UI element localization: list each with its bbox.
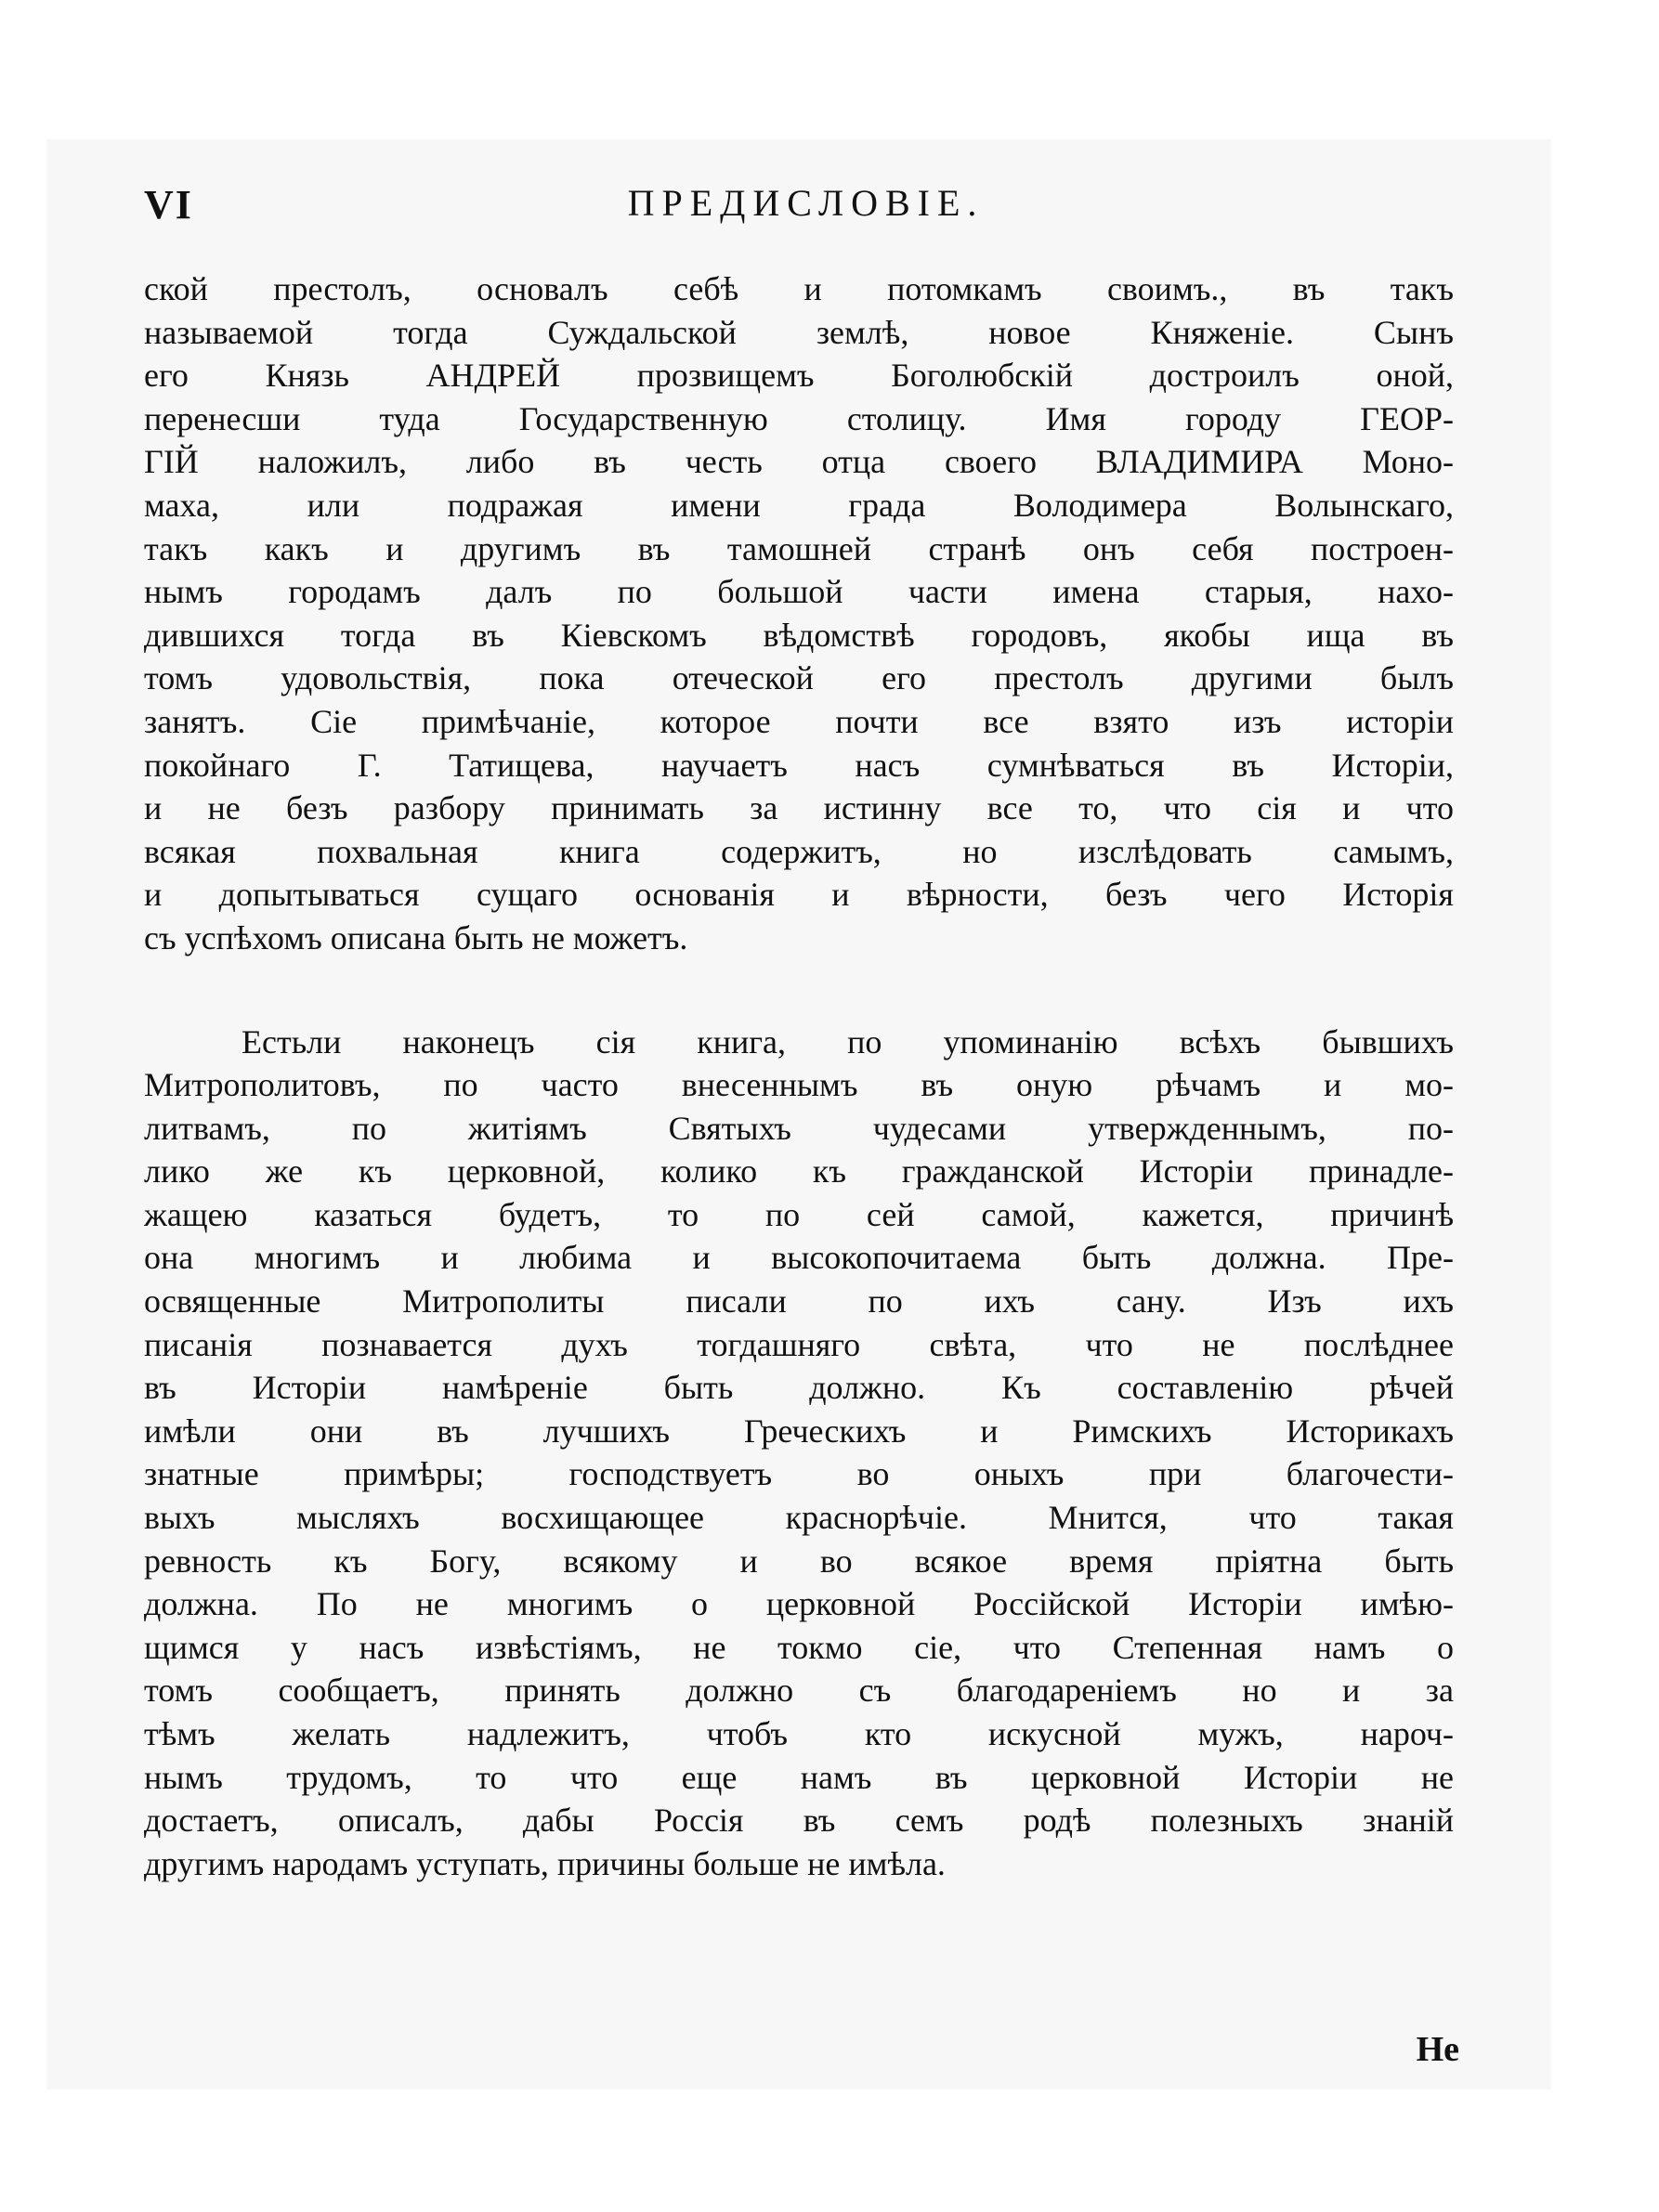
running-title: ПРЕДИСЛОВІЕ. xyxy=(627,182,985,224)
page-number: VI xyxy=(144,182,193,228)
text-line: покойнаго Г. Татищева, научаетъ насъ сумнѣваться въ Исторіи, xyxy=(144,746,1454,784)
text-line: щимся у насъ извѣстіямъ, не токмо сіе, что Степенная намъ о xyxy=(144,1628,1454,1666)
text-line: выхъ мысляхъ восхищающее краснорѣчіе. Мнится, что такая xyxy=(144,1499,1454,1537)
text-line: ской престолъ, основалъ себѣ и потомкамъ своимъ., въ такъ xyxy=(144,270,1454,307)
paragraph xyxy=(144,267,1454,960)
text-line: освященные Митрополиты писали по ихъ сану. Изъ ихъ xyxy=(144,1282,1454,1321)
text-line: перенесши туда Государственную столицу. Имя городу ГЕОР- xyxy=(144,399,1454,437)
text-line: нымъ городамъ далъ по большой части имена старыя, нахо- xyxy=(144,573,1454,611)
text-line: въ Исторіи намѣреніе быть должно. Къ составленію рѣчей xyxy=(144,1369,1454,1407)
text-line: маха, или подражая имени града Володимера Волынскаго, xyxy=(144,486,1454,524)
text-line: Митрополитовъ, по часто внесеннымъ въ оную рѣчамъ и мо- xyxy=(144,1066,1454,1104)
text-line: литвамъ, по житіямъ Святыхъ чудесами утвержденнымъ, по- xyxy=(144,1109,1454,1147)
text-line: нымъ трудомъ, то что еще намъ въ церковной Исторіи не xyxy=(144,1758,1454,1796)
text-line: тѣмъ желать надлежитъ, чтобъ кто искусной мужъ, нароч- xyxy=(144,1715,1454,1752)
text-line: она многимъ и любима и высокопочитаема быть должна. Пре- xyxy=(144,1239,1454,1277)
text-line: дившихся тогда въ Кіевскомъ вѣдомствѣ городовъ, якобы ища въ xyxy=(144,616,1454,654)
text-line: ГІЙ наложилъ, либо въ честь отца своего ВЛАДИМИРА Моно- xyxy=(144,443,1454,481)
body-text xyxy=(144,267,1454,1885)
paragraph xyxy=(144,1021,1454,1886)
text-line: называемой тогда Суждальской землѣ, новое Княженіе. Сынъ xyxy=(144,313,1454,351)
paragraph-gap xyxy=(144,960,1454,1021)
text-line: и допытываться сущаго основанія и вѣрности, безъ чего Исторія xyxy=(144,876,1454,914)
text-line: знатные примѣры; господствуетъ во оныхъ при благочести- xyxy=(144,1455,1454,1493)
catchword: Не xyxy=(1416,2030,1459,2069)
text-line: томъ удовольствія, пока отеческой его престолъ другими былъ xyxy=(144,659,1454,697)
text-line: его Князь АНДРЕЙ прозвищемъ Боголюбскій достроилъ оной, xyxy=(144,357,1454,395)
text-line: томъ сообщаетъ, принять должно съ благодареніемъ но и за xyxy=(144,1672,1454,1710)
text-line: занятъ. Сіе примѣчаніе, которое почти все взято изъ исторіи xyxy=(144,702,1454,740)
text-line: должна. По не многимъ о церковной Россійской Исторіи имѣю- xyxy=(144,1585,1454,1623)
text-line: другимъ народамъ уступать, причины больше не имѣла. xyxy=(144,1844,946,1882)
text-line: достаетъ, описалъ, дабы Россія въ семъ родѣ полезныхъ знаній xyxy=(144,1802,1454,1840)
text-line: Естьли наконецъ сія книга, по упоминанію всѣхъ бывшихъ xyxy=(242,1022,1454,1060)
text-line: лико же къ церковной, колико къ гражданской Исторіи принадле- xyxy=(144,1152,1454,1191)
text-line: и не безъ разбору принимать за истинну все то, что сія и что xyxy=(144,789,1454,827)
text-line: жащею казаться будетъ, то по сей самой, кажется, причинѣ xyxy=(144,1195,1454,1233)
page-header xyxy=(144,181,1468,237)
text-line: такъ какъ и другимъ въ тамошней странѣ онъ себя построен- xyxy=(144,529,1454,567)
text-line: съ успѣхомъ описана быть не можетъ. xyxy=(144,918,688,956)
text-line: всякая похвальная книга содержитъ, но изслѣдовать самымъ, xyxy=(144,832,1454,870)
text-line: ревность къ Богу, всякому и во всякое время пріятна быть xyxy=(144,1542,1454,1580)
text-line: имѣли они въ лучшихъ Греческихъ и Римскихъ Историкахъ xyxy=(144,1412,1454,1450)
text-line: писанія познавается духъ тогдашняго свѣта, что не послѣднее xyxy=(144,1325,1454,1363)
